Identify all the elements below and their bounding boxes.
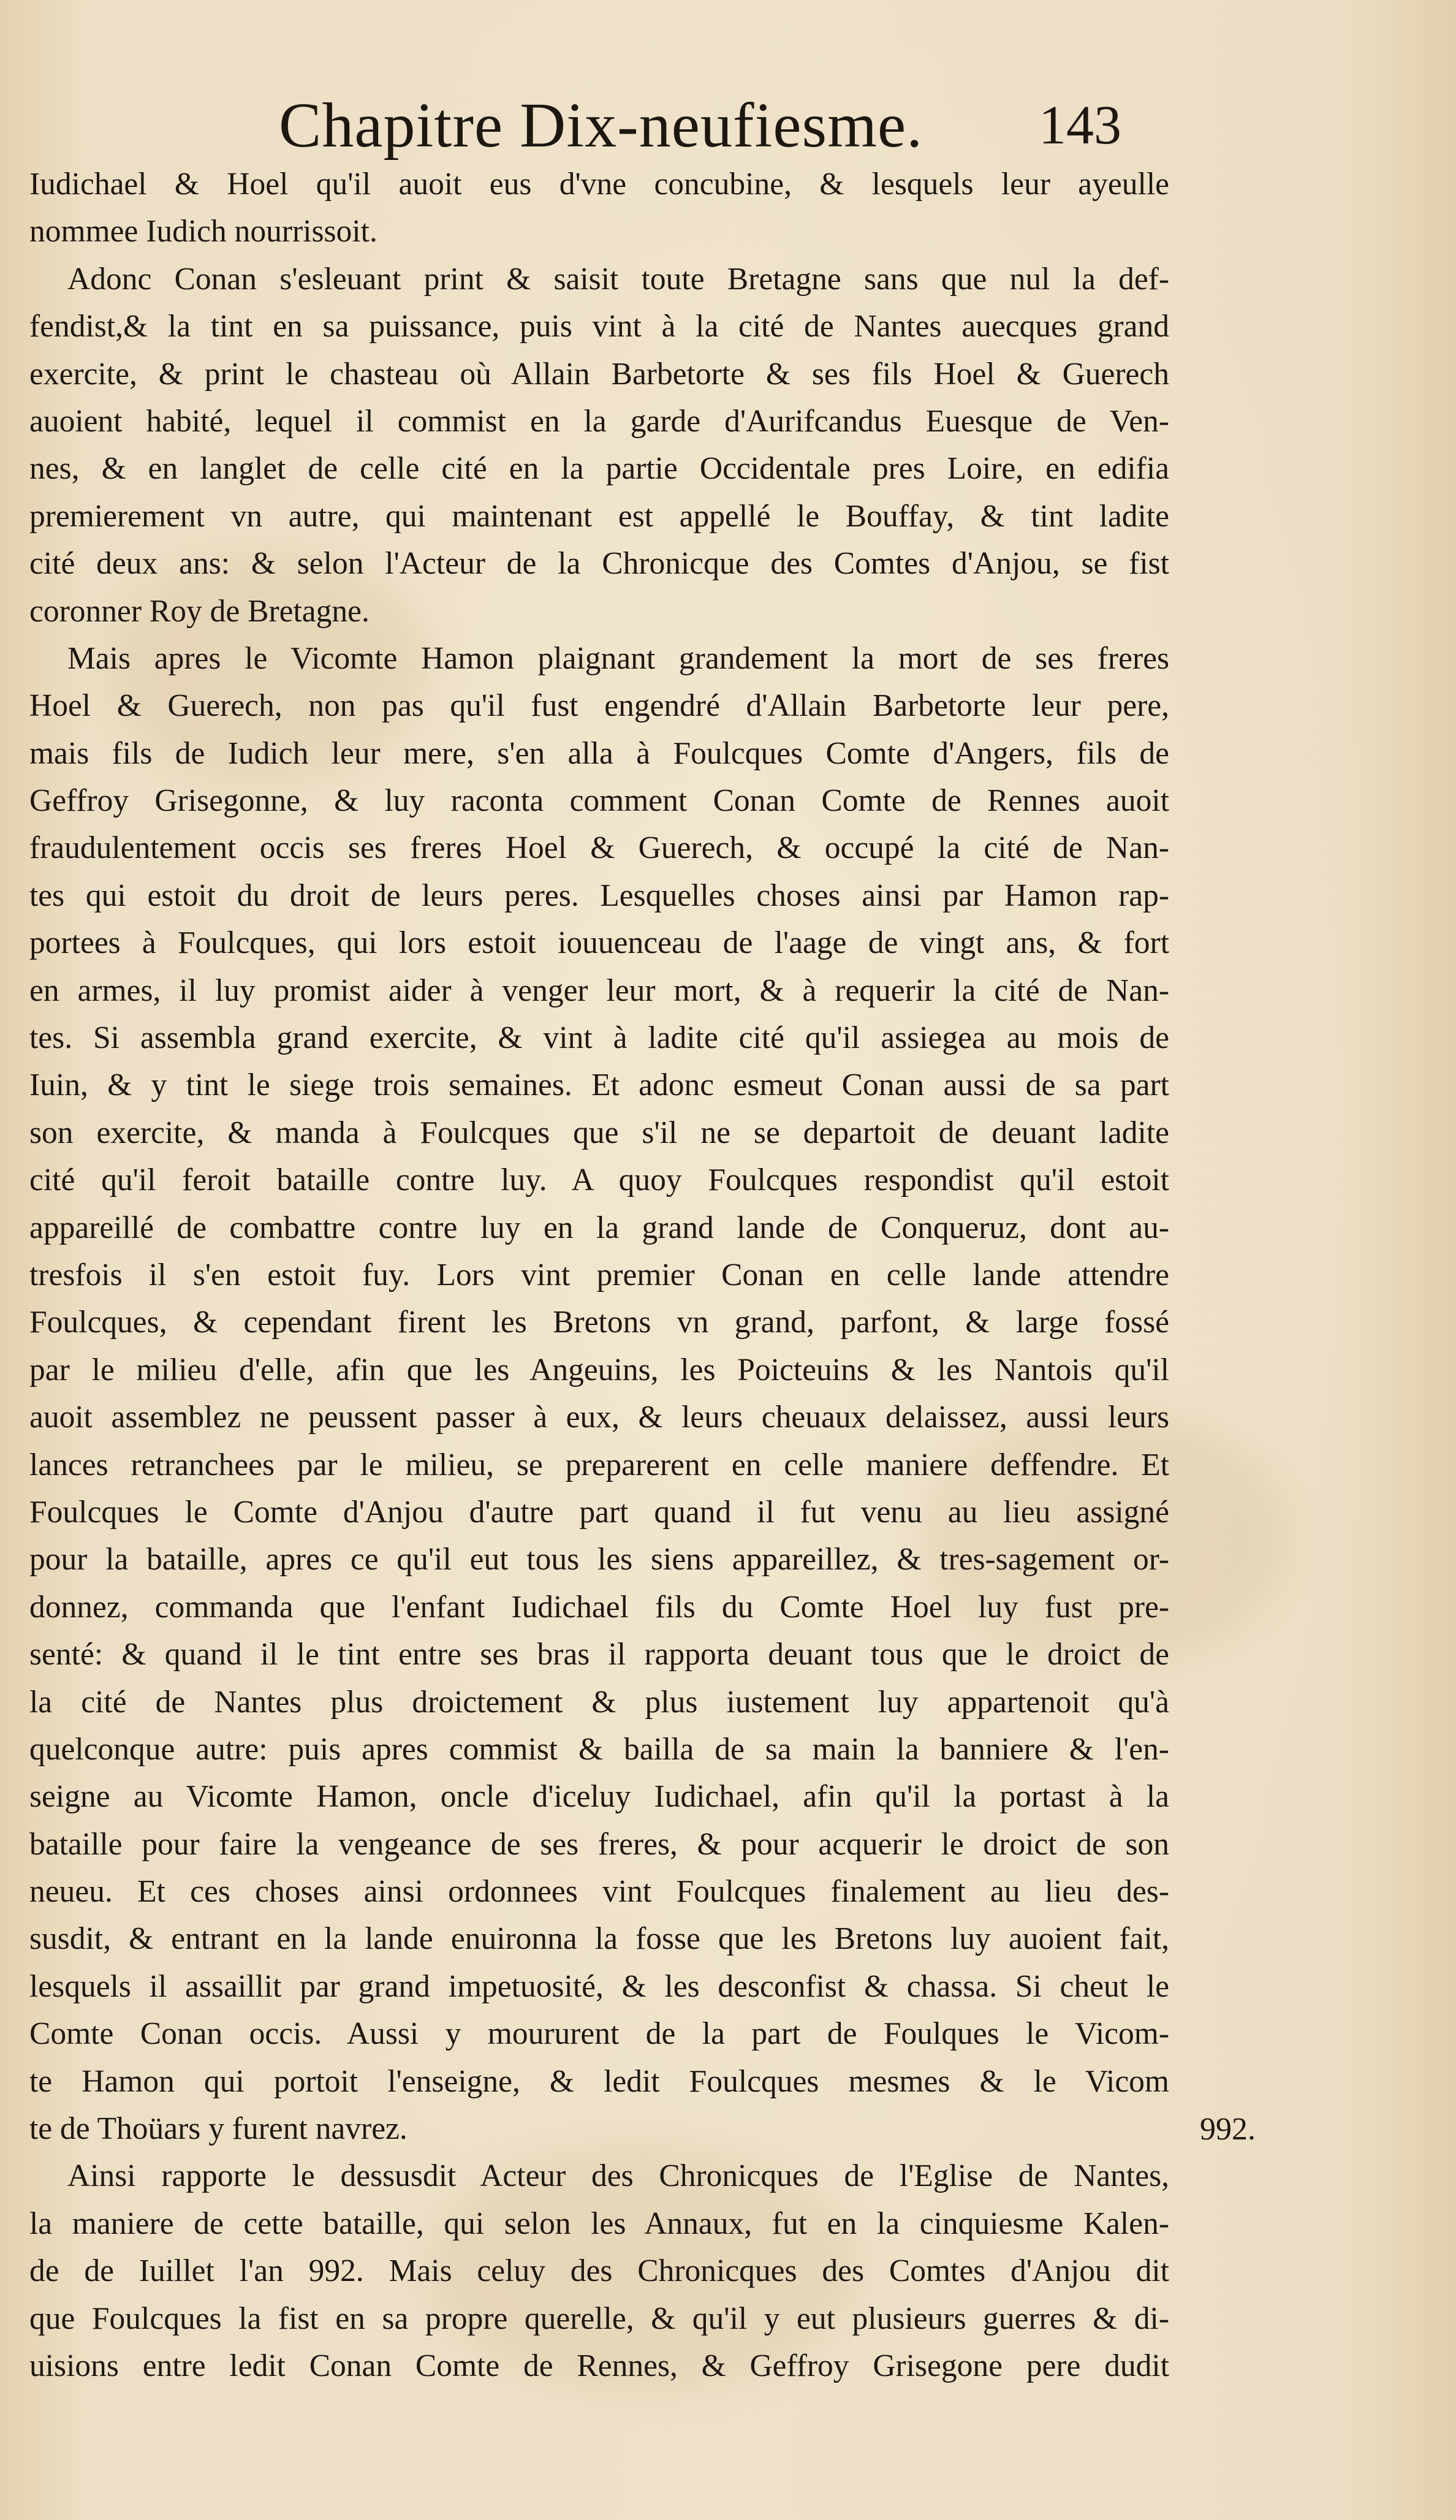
text-line: exercite, & print le chasteau où Allain Barbetorte & ses fils Hoel & Guerech (29, 356, 1169, 392)
text-line: uisions entre ledit Conan Comte de Rennes, & Geffroy Grisegone pere dudit (29, 2348, 1169, 2383)
text-line: Hoel & Guerech, non pas qu'il fust engendré d'Allain Barbetorte leur pere, (29, 688, 1169, 724)
running-head (279, 86, 1189, 165)
text-line: coronner Roy de Bretagne. (29, 593, 370, 629)
text-line: cité deux ans: & selon l'Acteur de la Chronicque des Comtes d'Anjou, se fist (29, 546, 1169, 582)
text-line: Foulcques le Comte d'Anjou d'autre part quand il fut venu au lieu assigné (29, 1494, 1169, 1530)
text-line: donnez, commanda que l'enfant Iudichael fils du Comte Hoel luy fust pre- (29, 1589, 1169, 1625)
text-line: Geffroy Grisegonne, & luy raconta comment Conan Comte de Rennes auoit (29, 783, 1169, 819)
text-line: tes qui estoit du droit de leurs peres. Lesquelles choses ainsi par Hamon rap- (29, 878, 1169, 913)
text-line: portees à Foulcques, qui lors estoit iouuenceau de l'aage de vingt ans, & fort (29, 925, 1169, 961)
text-line: fraudulentement occis ses freres Hoel & Guerech, & occupé la cité de Nan- (29, 830, 1169, 866)
text-line: son exercite, & manda à Foulcques que s'il ne se departoit de deuant ladite (29, 1115, 1169, 1150)
text-line: la cité de Nantes plus droictement & plus iustement luy appartenoit qu'à (29, 1684, 1169, 1720)
text-line: te Hamon qui portoit l'enseigne, & ledit Foulcques mesmes & le Vicom (29, 2063, 1169, 2099)
text-line: susdit, & entrant en la lande enuironna la fosse que les Bretons luy auoient fait, (29, 1921, 1169, 1957)
text-line: tes. Si assembla grand exercite, & vint à ladite cité qu'il assiegea au mois de (29, 1020, 1169, 1056)
text-line: en armes, il luy promist aider à venger leur mort, & à requerir la cité de Nan- (29, 973, 1169, 1008)
text-line: auoient habité, lequel il commist en la garde d'Aurifcandus Euesque de Ven- (29, 403, 1169, 439)
page-number: 143 (1039, 95, 1121, 156)
text-line: te de Thoüars y furent navrez. (29, 2111, 408, 2147)
text-line: Adonc Conan s'esleuant print & saisit toute Bretagne sans que nul la def- (67, 261, 1169, 297)
text-line: pour la bataille, apres ce qu'il eut tous les siens appareillez, & tres-sagement or- (29, 1542, 1169, 1577)
text-line: premierement vn autre, qui maintenant est appellé le Bouffay, & tint ladite (29, 498, 1169, 534)
chapter-title: Chapitre Dix-neufiesme. (279, 90, 923, 161)
text-line: neueu. Et ces choses ainsi ordonnees vint Foulcques finalement au lieu des- (29, 1874, 1169, 1910)
text-line: Iuin, & y tint le siege trois semaines. Et adonc esmeut Conan aussi de sa part (29, 1068, 1169, 1103)
text-line: Iudichael & Hoel qu'il auoit eus d'vne concubine, & lesquels leur ayeulle (29, 167, 1169, 202)
text-line: Foulcques, & cependant firent les Bretons vn grand, parfont, & large fossé (29, 1305, 1169, 1340)
text-line: la maniere de cette bataille, qui selon les Annaux, fut en la cinquiesme Kalen- (29, 2206, 1169, 2241)
text-line: Mais apres le Vicomte Hamon plaignant grandement la mort de ses freres (67, 640, 1169, 676)
text-line: lances retranchees par le milieu, se preparerent en celle maniere deffendre. Et (29, 1447, 1169, 1482)
body-text (29, 161, 1169, 2389)
text-line: Comte Conan occis. Aussi y moururent de la part de Foulques le Vicom- (29, 2016, 1169, 2052)
text-line: appareillé de combattre contre luy en la grand lande de Conqueruz, dont au- (29, 1210, 1169, 1245)
text-line: seigne au Vicomte Hamon, oncle d'iceluy Iudichael, afin qu'il la portast à la (29, 1779, 1169, 1815)
text-line: tresfois il s'en estoit fuy. Lors vint premier Conan en celle lande attendre (29, 1257, 1169, 1292)
text-line: auoit assemblez ne peussent passer à eux, & leurs cheuaux delaissez, aussi leurs (29, 1400, 1169, 1435)
text-line: de de Iuillet l'an 992. Mais celuy des Chronicques des Comtes d'Anjou dit (29, 2253, 1169, 2289)
text-line: quelconque autre: puis apres commist & bailla de sa main la banniere & l'en- (29, 1731, 1169, 1767)
text-line: que Foulcques la fist en sa propre querelle, & qu'il y eut plusieurs guerres & di- (29, 2301, 1169, 2336)
text-line: senté: & quand il le tint entre ses bras il rapporta deuant tous que le droict de (29, 1637, 1169, 1672)
text-line: Ainsi rapporte le dessusdit Acteur des Chronicques de l'Eglise de Nantes, (67, 2158, 1169, 2194)
text-line: cité qu'il feroit bataille contre luy. A quoy Foulcques respondist qu'il estoit (29, 1163, 1169, 1198)
text-line: fendist,& la tint en sa puissance, puis vint à la cité de Nantes auecques grand (29, 309, 1169, 344)
text-line: bataille pour faire la vengeance de ses freres, & pour acquerir le droict de son (29, 1826, 1169, 1862)
text-line: par le milieu d'elle, afin que les Angeuins, les Poicteuins & les Nantois qu'il (29, 1352, 1169, 1387)
margin-note-year: 992. (1200, 2112, 1256, 2147)
text-line: nommee Iudich nourrissoit. (29, 214, 377, 249)
text-line: mais fils de Iudich leur mere, s'en alla à Foulcques Comte d'Angers, fils de (29, 735, 1169, 771)
text-line: lesquels il assaillit par grand impetuosité, & les desconfist & chassa. Si cheut le (29, 1968, 1169, 2004)
text-line: nes, & en langlet de celle cité en la partie Occidentale pres Loire, en edifia (29, 451, 1169, 487)
